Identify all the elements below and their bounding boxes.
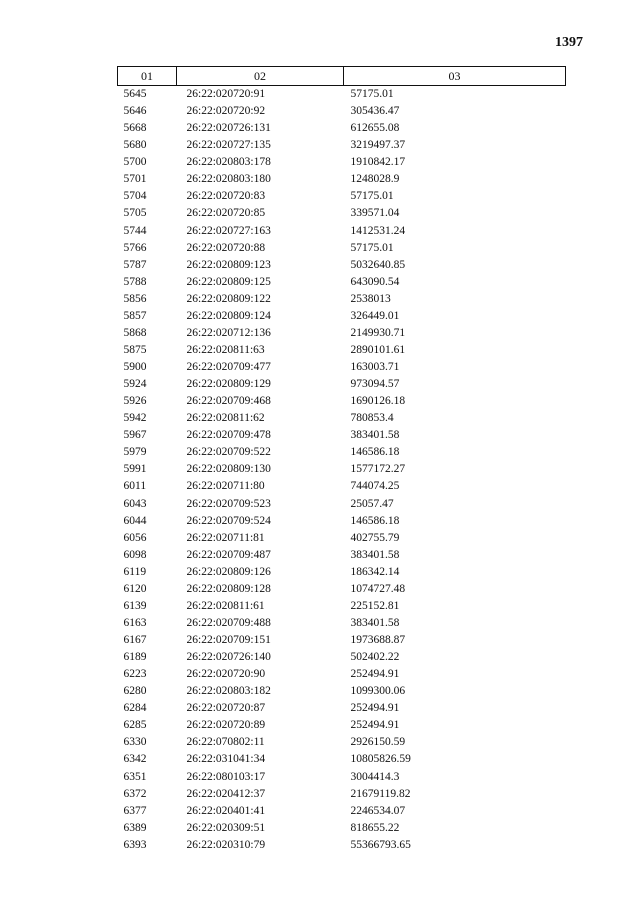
cell-cadastral-id: 26:22:020720:91 [186, 88, 266, 101]
cell-value: 163003.71 [350, 361, 400, 374]
cell-cadastral-id: 26:22:020727:163 [186, 224, 271, 237]
cell-cadastral-id: 26:22:020809:124 [186, 309, 271, 322]
cell-value: 21679119.82 [350, 787, 411, 800]
cell-number: 6044 [123, 514, 147, 527]
cell-value: 57175.01 [350, 88, 394, 101]
cell-number: 6189 [123, 651, 147, 664]
table-row [118, 769, 566, 786]
table-row [118, 171, 566, 188]
cell-number: 6098 [123, 548, 147, 561]
cell-number: 5967 [123, 429, 147, 442]
cell-cadastral-id: 26:22:020803:182 [186, 685, 271, 698]
cell-number: 5680 [123, 139, 147, 152]
cell-number: 5926 [123, 395, 147, 408]
cell-number: 5856 [123, 292, 147, 305]
table-row [118, 137, 566, 154]
cell-cadastral-id: 26:22:020401:41 [186, 804, 266, 817]
cell-number: 5991 [123, 463, 147, 476]
cell-number: 5875 [123, 343, 147, 356]
cell-cadastral-id: 26:22:020809:123 [186, 258, 271, 271]
cell-value: 339571.04 [350, 207, 400, 220]
cell-value: 643090.54 [350, 275, 400, 288]
table-row [118, 820, 566, 837]
cell-value: 305436.47 [350, 105, 400, 118]
cell-number: 5700 [123, 156, 147, 169]
cell-number: 6056 [123, 531, 147, 544]
cell-value: 383401.58 [350, 616, 400, 629]
table-row [118, 444, 566, 461]
table-row [118, 342, 566, 359]
table-row [118, 513, 566, 530]
table-row [118, 666, 566, 683]
cell-cadastral-id: 26:22:070802:11 [186, 736, 265, 749]
cell-number: 6280 [123, 685, 147, 698]
table-row [118, 734, 566, 751]
table-row [118, 786, 566, 803]
cell-value: 252494.91 [350, 702, 400, 715]
cell-cadastral-id: 26:22:020811:61 [186, 599, 265, 612]
cell-cadastral-id: 26:22:020811:62 [186, 412, 265, 425]
table-row [118, 461, 566, 478]
table-row [118, 393, 566, 410]
cell-cadastral-id: 26:22:020809:126 [186, 565, 271, 578]
table-row [118, 751, 566, 768]
cell-number: 6163 [123, 616, 147, 629]
cell-value: 2538013 [350, 292, 391, 305]
table-row [118, 274, 566, 291]
cell-cadastral-id: 26:22:020809:130 [186, 463, 271, 476]
cell-cadastral-id: 26:22:020803:180 [186, 173, 271, 186]
table-row [118, 547, 566, 564]
cell-number: 6043 [123, 497, 147, 510]
cell-number: 6330 [123, 736, 147, 749]
cell-cadastral-id: 26:22:020809:122 [186, 292, 271, 305]
cell-value: 146586.18 [350, 446, 400, 459]
table-row [118, 427, 566, 444]
cell-value: 25057.47 [350, 497, 394, 510]
cell-cadastral-id: 26:22:020809:125 [186, 275, 271, 288]
table-row [118, 154, 566, 171]
table-row [118, 683, 566, 700]
cell-cadastral-id: 26:22:020711:80 [186, 480, 265, 493]
cell-cadastral-id: 26:22:020412:37 [186, 787, 266, 800]
cell-cadastral-id: 26:22:020720:89 [186, 719, 266, 732]
cell-value: 744074.25 [350, 480, 400, 493]
cell-value: 326449.01 [350, 309, 400, 322]
cell-number: 5857 [123, 309, 147, 322]
cell-cadastral-id: 26:22:020720:83 [186, 190, 266, 203]
cell-value: 1248028.9 [350, 173, 400, 186]
table-row [118, 478, 566, 495]
cell-cadastral-id: 26:22:020811:63 [186, 343, 265, 356]
cell-cadastral-id: 26:22:020726:140 [186, 651, 271, 664]
cell-value: 252494.91 [350, 719, 400, 732]
cell-value: 502402.22 [350, 651, 400, 664]
table-row [118, 717, 566, 734]
cell-number: 5705 [123, 207, 147, 220]
cell-cadastral-id: 26:22:020709:151 [186, 634, 271, 647]
cell-cadastral-id: 26:22:020709:487 [186, 548, 271, 561]
table-row [118, 86, 566, 104]
cell-number: 5900 [123, 361, 147, 374]
table-row [118, 564, 566, 581]
cell-value: 402755.79 [350, 531, 400, 544]
cell-number: 6351 [123, 770, 147, 783]
cell-cadastral-id: 26:22:020709:477 [186, 361, 271, 374]
cell-value: 612655.08 [350, 122, 400, 135]
cell-number: 6389 [123, 821, 147, 834]
cell-value: 2246534.07 [350, 804, 406, 817]
table-row [118, 496, 566, 513]
cell-number: 5645 [123, 88, 147, 101]
cell-value: 1690126.18 [350, 395, 406, 408]
column-header-03: 03 [344, 67, 566, 86]
cell-number: 6167 [123, 634, 147, 647]
table-header-row [118, 67, 566, 86]
cell-cadastral-id: 26:22:031041:34 [186, 753, 266, 766]
cell-cadastral-id: 26:22:020803:178 [186, 156, 271, 169]
cell-cadastral-id: 26:22:020712:136 [186, 326, 271, 339]
cell-value: 1973688.87 [350, 634, 406, 647]
data-table [117, 66, 566, 854]
cell-number: 6285 [123, 719, 147, 732]
page-number: 1397 [555, 35, 583, 50]
cell-value: 1074727.48 [350, 582, 406, 595]
table-row [118, 632, 566, 649]
cell-number: 5668 [123, 122, 147, 135]
cell-cadastral-id: 26:22:020727:135 [186, 139, 271, 152]
cell-number: 5701 [123, 173, 147, 186]
table-row [118, 120, 566, 137]
table-row [118, 188, 566, 205]
cell-value: 780853.4 [350, 412, 394, 425]
cell-value: 383401.58 [350, 429, 400, 442]
table-row [118, 325, 566, 342]
table-row [118, 837, 566, 854]
cell-number: 5979 [123, 446, 147, 459]
table-row [118, 103, 566, 120]
cell-cadastral-id: 26:22:020709:522 [186, 446, 271, 459]
cell-value: 2890101.61 [350, 343, 406, 356]
table-row [118, 615, 566, 632]
cell-number: 6342 [123, 753, 147, 766]
cell-value: 1412531.24 [350, 224, 406, 237]
table-row [118, 308, 566, 325]
cell-number: 6377 [123, 804, 147, 817]
table-row [118, 257, 566, 274]
cell-cadastral-id: 26:22:020709:524 [186, 514, 271, 527]
table-row [118, 581, 566, 598]
cell-number: 5924 [123, 378, 147, 391]
column-header-02: 02 [177, 67, 344, 86]
cell-cadastral-id: 26:22:020709:468 [186, 395, 271, 408]
cell-value: 10805826.59 [350, 753, 411, 766]
cell-value: 1099300.06 [350, 685, 406, 698]
cell-cadastral-id: 26:22:080103:17 [186, 770, 266, 783]
table-row [118, 410, 566, 427]
cell-number: 6393 [123, 838, 147, 851]
cell-cadastral-id: 26:22:020720:92 [186, 105, 266, 118]
cell-cadastral-id: 26:22:020711:81 [186, 531, 265, 544]
cell-number: 5788 [123, 275, 147, 288]
cell-value: 1577172.27 [350, 463, 406, 476]
cell-value: 1910842.17 [350, 156, 406, 169]
cell-value: 186342.14 [350, 565, 400, 578]
cell-cadastral-id: 26:22:020720:85 [186, 207, 266, 220]
cell-number: 6284 [123, 702, 147, 715]
cell-number: 5766 [123, 241, 147, 254]
cell-value: 3219497.37 [350, 139, 406, 152]
table-body [118, 86, 566, 854]
cell-value: 5032640.85 [350, 258, 406, 271]
cell-number: 5646 [123, 105, 147, 118]
cell-cadastral-id: 26:22:020720:88 [186, 241, 266, 254]
cell-number: 6372 [123, 787, 147, 800]
table-row [118, 376, 566, 393]
cell-value: 252494.91 [350, 668, 400, 681]
column-header-01: 01 [118, 67, 177, 86]
cell-value: 2149930.71 [350, 326, 406, 339]
table-row [118, 803, 566, 820]
cell-number: 5704 [123, 190, 147, 203]
table-row [118, 700, 566, 717]
cell-cadastral-id: 26:22:020720:90 [186, 668, 266, 681]
cell-cadastral-id: 26:22:020709:478 [186, 429, 271, 442]
table-row [118, 598, 566, 615]
cell-number: 6119 [123, 565, 147, 578]
table-row [118, 291, 566, 308]
cell-cadastral-id: 26:22:020720:87 [186, 702, 266, 715]
table-row [118, 359, 566, 376]
cell-value: 3004414.3 [350, 770, 400, 783]
table-row [118, 530, 566, 547]
cell-value: 57175.01 [350, 190, 394, 203]
table-row [118, 240, 566, 257]
cell-number: 6139 [123, 599, 147, 612]
cell-number: 5744 [123, 224, 147, 237]
cell-number: 6120 [123, 582, 147, 595]
cell-value: 146586.18 [350, 514, 400, 527]
cell-number: 5942 [123, 412, 147, 425]
cell-number: 6223 [123, 668, 147, 681]
cell-cadastral-id: 26:22:020310:79 [186, 838, 266, 851]
cell-cadastral-id: 26:22:020309:51 [186, 821, 266, 834]
cell-cadastral-id: 26:22:020809:128 [186, 582, 271, 595]
cell-value: 973094.57 [350, 378, 400, 391]
cell-value: 57175.01 [350, 241, 394, 254]
cell-number: 6011 [123, 480, 147, 493]
cell-cadastral-id: 26:22:020809:129 [186, 378, 271, 391]
cell-value: 383401.58 [350, 548, 400, 561]
cell-number: 5868 [123, 326, 147, 339]
cell-value: 818655.22 [350, 821, 400, 834]
cell-number: 5787 [123, 258, 147, 271]
table-row [118, 649, 566, 666]
cell-value: 55366793.65 [350, 838, 411, 851]
table-row [118, 223, 566, 240]
cell-cadastral-id: 26:22:020709:488 [186, 616, 271, 629]
table-row [118, 205, 566, 222]
cell-cadastral-id: 26:22:020709:523 [186, 497, 271, 510]
cell-value: 2926150.59 [350, 736, 406, 749]
cell-value: 225152.81 [350, 599, 400, 612]
cell-cadastral-id: 26:22:020726:131 [186, 122, 271, 135]
